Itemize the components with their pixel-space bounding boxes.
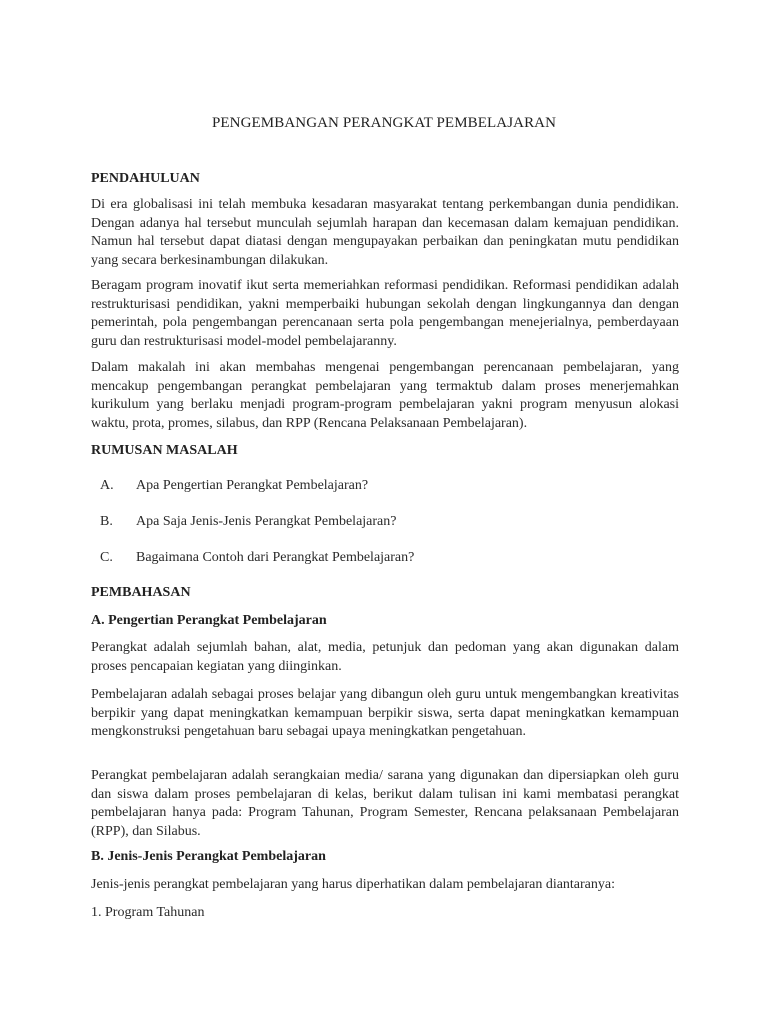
subheading-pengertian: A. Pengertian Perangkat Pembelajaran	[91, 613, 327, 628]
list-item	[100, 513, 396, 531]
paragraph: Dalam makalah ini akan membahas mengenai pengembangan perencanaan pembelajaran, yang mencakup pengembangan perangkat pembelajaran yang termaktub dalam proses menerjemahkan kurikulum yang berlaku menjadi program-program pembelajaran yakni program menyusun alokasi waktu, prota, promes, silabus, dan RPP (Rencana Pelaksanaan Pembelajaran).	[91, 360, 679, 431]
paragraph: Di era globalisasi ini telah membuka kesadaran masyarakat tentang perkembangan dunia pendidikan. Dengan adanya hal tersebut munculah sejumlah harapan dan kecemasan dalam kemajuan pendidikan. Namun hal tersebut dapat diatasi dengan mengupayakan perbaikan dan peningkatan mutu pendidikan yang secara berkesinambungan dilakukan.	[91, 197, 679, 268]
list-marker: A.	[100, 478, 114, 493]
paragraph: Jenis-jenis perangkat pembelajaran yang harus diperhatikan dalam pembelajaran diantaranya:	[91, 877, 616, 892]
subheading-jenis: B. Jenis-Jenis Perangkat Pembelajaran	[91, 849, 326, 864]
heading-rumusan-masalah: RUMUSAN MASALAH	[91, 443, 238, 458]
paragraph: Beragam program inovatif ikut serta memeriahkan reformasi pendidikan. Reformasi pendidikan adalah restrukturisasi pendidikan, yakni memperbaiki hubungan sekolah dengan lingkungannya dan dengan pemerintah, pola pengembangan perencanaan serta pola pengembangan menejerialnya, pemberdayaan guru dan restrukturisasi model-model pembelajaranny.	[91, 278, 679, 349]
list-marker: C.	[100, 550, 113, 565]
list-text: Apa Pengertian Perangkat Pembelajaran?	[136, 478, 369, 493]
list-marker: B.	[100, 514, 113, 529]
document-title: PENGEMBANGAN PERANGKAT PEMBELAJARAN	[211, 115, 557, 131]
heading-pendahuluan: PENDAHULUAN	[91, 171, 200, 186]
heading-pembahasan: PEMBAHASAN	[91, 585, 191, 600]
list-text: Apa Saja Jenis-Jenis Perangkat Pembelajaran?	[136, 514, 397, 529]
list-item	[100, 477, 368, 495]
list-item	[100, 549, 414, 567]
paragraph: Perangkat pembelajaran adalah serangkaian media/ sarana yang digunakan dan dipersiapkan oleh guru dan siswa dalam proses pembelajaran di kelas, berikut dalam tulisan ini kami membatasi perangkat pembelajaran hanya pada: Program Tahunan, Program Semester, Rencana pelaksanaan Pembelajaran (RPP), dan Silabus.	[91, 768, 679, 839]
paragraph: Pembelajaran adalah sebagai proses belajar yang dibangun oleh guru untuk mengembangkan kreativitas berpikir yang dapat meningkatkan kemampuan berpikir siswa, serta dapat meningkatkan kemampuan mengkonstruksi pengetahuan baru sebagai upaya meningkatkan pengetahuan.	[91, 687, 679, 740]
list-item: 1. Program Tahunan	[91, 905, 205, 920]
list-text: Bagaimana Contoh dari Perangkat Pembelajaran?	[136, 550, 415, 565]
paragraph: Perangkat adalah sejumlah bahan, alat, media, petunjuk dan pedoman yang akan digunakan dalam proses pencapaian kegiatan yang diinginkan.	[91, 640, 679, 674]
